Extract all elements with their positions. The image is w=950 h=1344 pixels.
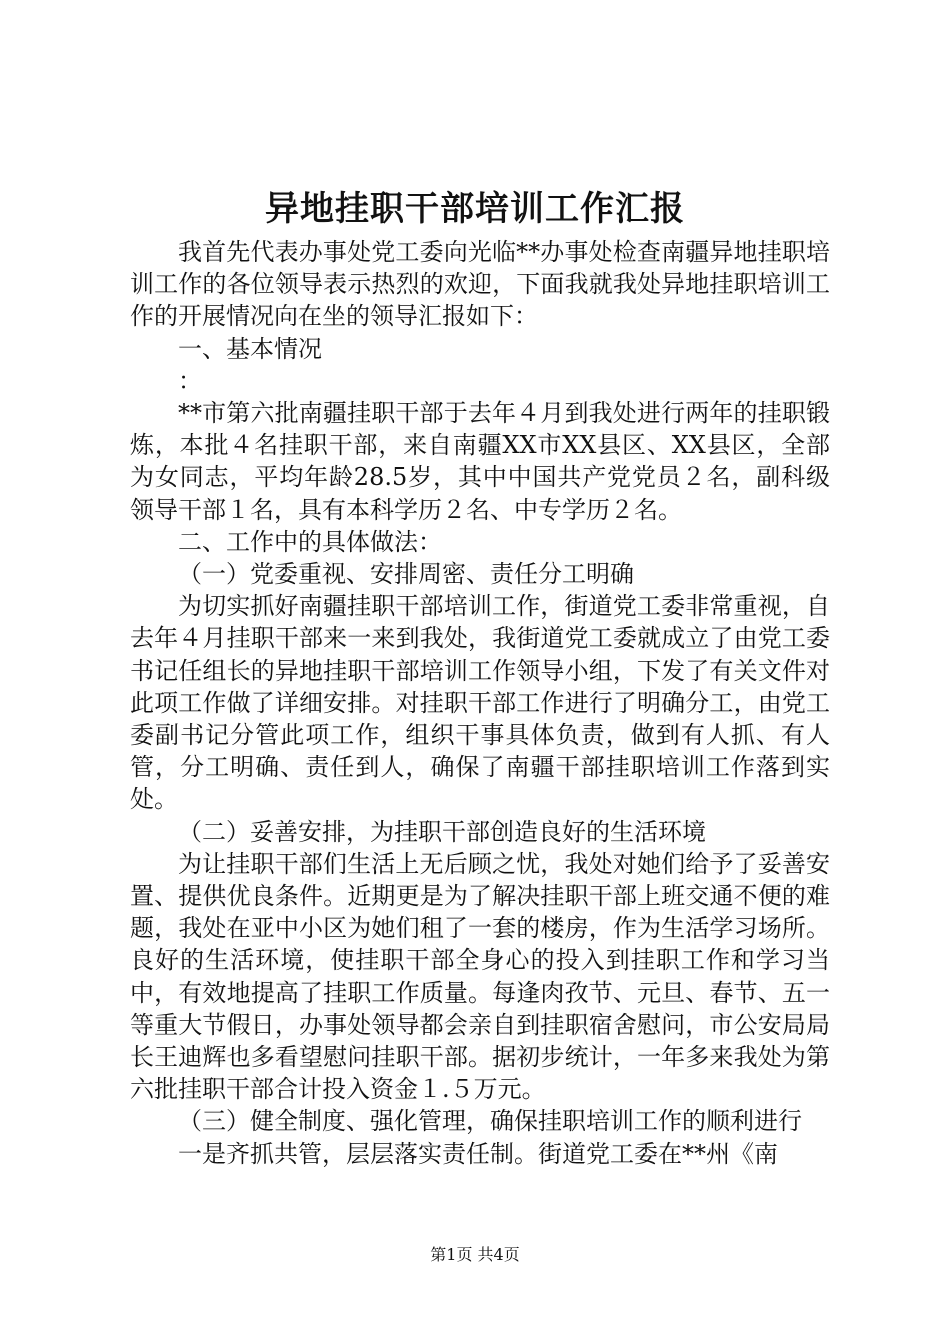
heading-specific-practices: 二、工作中的具体做法： <box>178 527 442 556</box>
paragraph-section-1: 为切实抓好南疆挂职干部培训工作，街道党工委非常重视，自去年４月挂职干部来一来到我处，我街道党工委就成立了由党工委书记任组长的异地挂职干部培训工作领导小组，下发了有关文件对此项工作做了详细安排。对挂职干部工作进行了明确分工，由党工委副书记分管此项工作，组织干事具体负责，做到有人抓、有人管，分工明确、责任到人，确保了南疆干部挂职培训工作落到实处。 <box>130 592 830 814</box>
subheading-3: （三）健全制度、强化管理，确保挂职培训工作的顺利进行 <box>178 1107 802 1136</box>
paragraph-colon: ： <box>178 366 202 395</box>
paragraph-basic-info: **市第六批南疆挂职干部于去年４月到我处进行两年的挂职锻炼，本批４名挂职干部，来自南疆XX市XX县区、XX县区，全部为女同志，平均年龄28.5岁，其中中国共产党党员２名，副科级领导干部１名，具有本科学历２名、中专学历２名。 <box>130 399 830 524</box>
paragraph-section-3: 一是齐抓共管，层层落实责任制。街道党工委在**州《南 <box>178 1139 778 1168</box>
document-body <box>130 236 830 1170</box>
document-title: 异地挂职干部培训工作汇报 <box>265 189 685 229</box>
subheading-2: （二）妥善安排，为挂职干部创造良好的生活环境 <box>178 817 706 846</box>
paragraph-intro: 我首先代表办事处党工委向光临**办事处检查南疆异地挂职培训工作的各位领导表示热烈的欢迎，下面我就我处异地挂职培训工作的开展情况向在坐的领导汇报如下： <box>130 238 830 331</box>
heading-basic-situation: 一、基本情况 <box>178 334 322 363</box>
subheading-1: （一）党委重视、安排周密、责任分工明确 <box>178 560 634 589</box>
paragraph-section-2: 为让挂职干部们生活上无后顾之忧，我处对她们给予了妥善安置、提供优良条件。近期更是为了解决挂职干部上班交通不便的难题，我处在亚中小区为她们租了一套的楼房，作为生活学习场所。良好的生活环境，使挂职干部全身心的投入到挂职工作和学习当中，有效地提高了挂职工作质量。每逢肉孜节、元旦、春节、五一等重大节假日，办事处领导都会亲自到挂职宿舍慰问，市公安局局长王迪辉也多看望慰问挂职干部。据初步统计，一年多来我处为第六批挂职干部合计投入资金１.５万元。 <box>130 849 830 1104</box>
page-footer: 第1页 共4页 <box>430 1245 520 1264</box>
